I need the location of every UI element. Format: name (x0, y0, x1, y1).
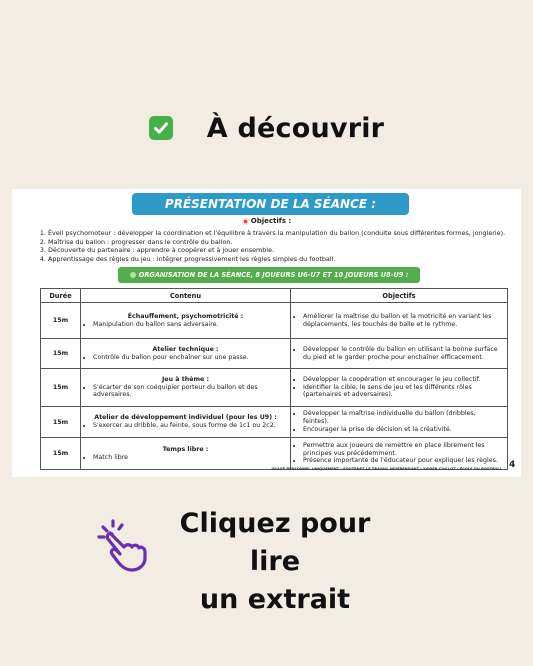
objective-text: • Présence importante de l'éducateur pour expliquer les règles. (303, 457, 503, 465)
duration-cell: 15m (41, 438, 81, 470)
check-box-icon (149, 116, 173, 140)
content-text: • Manipulation du ballon sans adversaire. (93, 321, 286, 329)
organisation-banner-label: ORGANISATION DE LA SÉANCE, 8 JOUEURS U6-U7 ET 10 JOUEURS U8-U9 : (138, 271, 409, 279)
footer-note: USAGE PERSONNEL UNIQUEMENT - SOUTENEZ LE TRAVAIL INDÉPENDANT - XAVIER CUILLOT - ÉCOLE DU FOOTBALL (271, 467, 502, 471)
table-header-row (41, 289, 508, 303)
objective-text: • Encourager la prise de décision et la créativité. (303, 426, 503, 434)
content-cell (81, 339, 291, 369)
objective-text: • Développer le contrôle du ballon en utilisant la bonne surface du pied et le garder proche pour enchaîner efficacement. (303, 346, 503, 362)
objective-text: • Identifier la cible, le sens de jeu et les différents rôles (partenaires et adversaires). (303, 384, 503, 400)
content-cell (81, 438, 291, 470)
table-row (41, 339, 508, 369)
cta-line-1[interactable]: Cliquez pour lire (179, 508, 371, 577)
table-row (41, 407, 508, 438)
objectives-cell (291, 438, 508, 470)
session-banner: PRÉSENTATION DE LA SÉANCE : (132, 193, 409, 215)
objective-text: • Développer la maîtrise individuelle du ballon (dribbles, feintes). (303, 410, 503, 426)
duration-cell: 15m (41, 339, 81, 369)
content-text: • S'écarter de son coéquipier porteur du ballon et des adversaires. (93, 384, 286, 400)
soccer-ball-icon (130, 272, 136, 278)
target-icon (242, 218, 249, 225)
objective-text: • Permettre aux joueurs de remettre en place librement les principes vus précédemment. (303, 442, 503, 458)
objective-text: • Améliorer la maîtrise du ballon et la motricité en variant les déplacements, les touchés de balle et le rythme. (303, 313, 503, 329)
objective-text: • Développer la coopération et encourager le jeu collectif. (303, 376, 503, 384)
content-title: Jeu à thème : (161, 375, 210, 383)
content-cell (81, 303, 291, 339)
objective-item: 4. Apprentissage des règles du jeu : intégrer progressivement les règles simples du football. (48, 255, 521, 264)
content-title: Atelier technique : (152, 345, 219, 353)
table-row (41, 438, 508, 470)
column-header: Contenu (81, 289, 291, 303)
content-text: • S'exercer au dribble, au feinte, sous forme de 1c1 ou 2c2. (93, 422, 286, 430)
session-table (40, 288, 508, 470)
content-text: • Match libre (93, 454, 286, 462)
cta-text[interactable] (150, 505, 400, 619)
column-header: Durée (41, 289, 81, 303)
organisation-banner (118, 267, 420, 283)
page-number: 4 (509, 460, 516, 470)
pointing-hand-icon (95, 517, 151, 573)
objectives-cell (291, 303, 508, 339)
content-cell (81, 407, 291, 438)
content-title: Atelier de développement individuel (pour les U9) : (94, 414, 277, 422)
duration-cell: 15m (41, 407, 81, 438)
objectives-heading-label: Objectifs : (250, 217, 292, 225)
document-preview[interactable] (12, 189, 521, 477)
page-title: À découvrir (206, 112, 385, 144)
objectives-cell (291, 407, 508, 438)
content-text: • Contrôle du ballon pour enchaîner sur une passe. (93, 354, 286, 362)
objective-item: 3. Découverte du partenaire : apprendre à coopérer et à jouer ensemble. (48, 246, 521, 255)
objectives-cell (291, 369, 508, 407)
objective-item: 2. Maîtrise du ballon : progresser dans le contrôle du ballon. (48, 238, 521, 247)
column-header: Objectifs (291, 289, 508, 303)
objectives-list (36, 229, 521, 263)
objective-item: 1. Éveil psychomoteur : développer la coordination et l'équilibre à travers la manipulation du ballon (conduite sous différentes formes, jonglerie). (48, 229, 521, 238)
content-cell (81, 369, 291, 407)
table-row (41, 369, 508, 407)
table-row (41, 303, 508, 339)
objectives-heading (12, 217, 521, 225)
header (0, 108, 533, 148)
content-title: Temps libre : (162, 445, 209, 453)
cta-line-2[interactable]: un extrait (199, 584, 351, 615)
duration-cell: 15m (41, 369, 81, 407)
content-title: Échauffement, psychomotricité : (127, 312, 244, 320)
duration-cell: 15m (41, 303, 81, 339)
objectives-cell (291, 339, 508, 369)
